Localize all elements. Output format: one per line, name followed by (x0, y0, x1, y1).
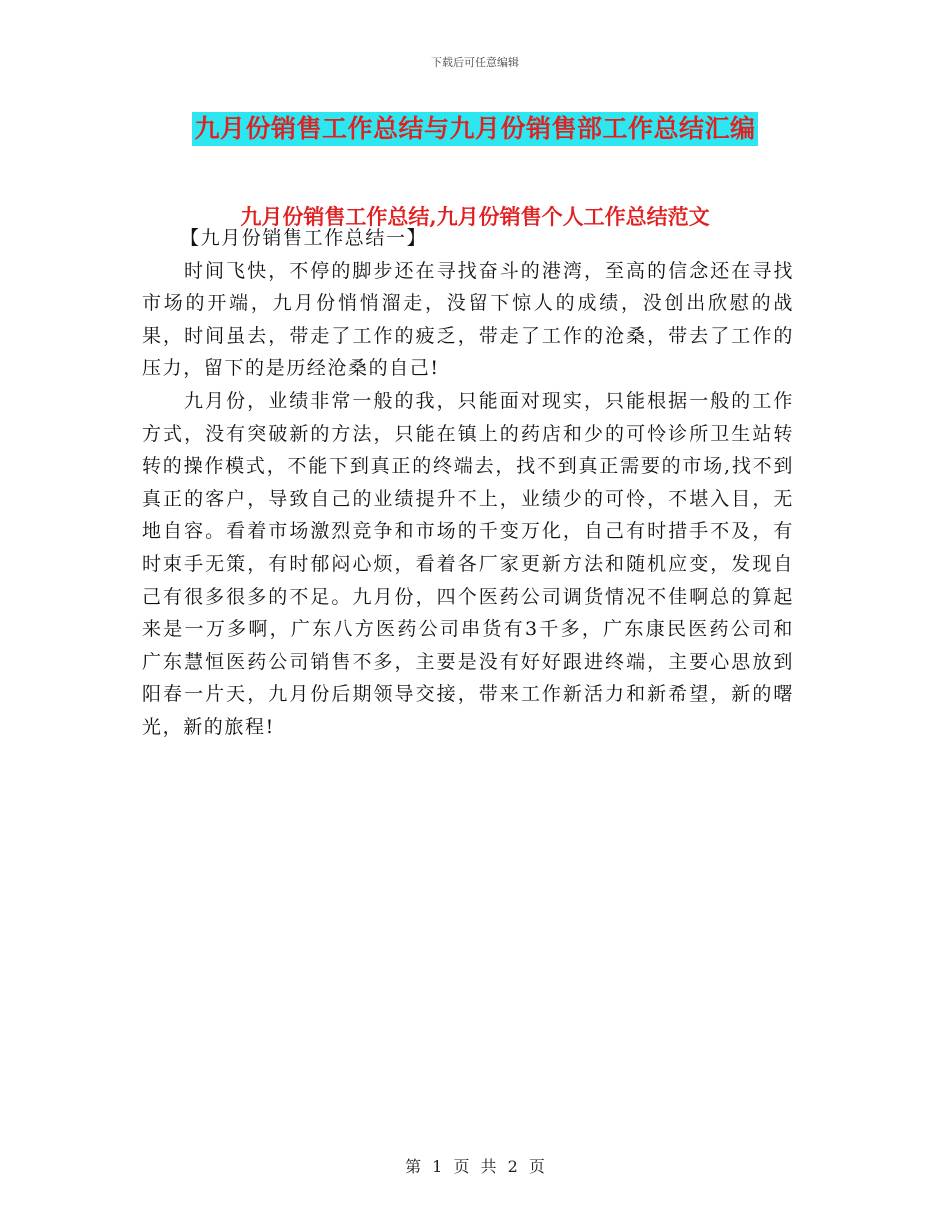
paragraph-1: 时间飞快，不停的脚步还在寻找奋斗的港湾，至高的信念还在寻找市场的开端，九月份悄悄溜走，没留下惊人的成绩，没创出欣慰的战果，时间虽去，带走了工作的疲乏，带走了工作的沧桑，带去了工作的压力，留下的是历经沧桑的自己! (142, 259, 794, 380)
download-note: 下载后可任意编辑 (431, 56, 519, 69)
page-number: 第 1 页 共 2 页 (405, 1157, 545, 1176)
document-body (142, 222, 794, 744)
section-heading: 【九月份销售工作总结一】 (180, 227, 428, 249)
main-title-container (0, 112, 950, 146)
paragraph-2: 九月份，业绩非常一般的我，只能面对现实，只能根据一般的工作方式，没有突破新的方法，只能在镇上的药店和少的可怜诊所卫生站转转的操作模式，不能下到真正的终端去，找不到真正需要的市场,找不到真正的客户，导致自己的业绩提升不上，业绩少的可怜，不堪入目，无地自容。看着市场激烈竞争和市场的千变万化，自己有时措手不及，有时束手无策，有时郁闷心烦，看着各厂家更新方法和随机应变，发现自己有很多很多的不足。九月份，四个医药公司调货情况不佳啊总的算起来是一万多啊，广东八方医药公司串货有3千多，广东康民医药公司和广东慧恒医药公司销售不多，主要是没有好好跟进终端，主要心思放到阳春一片天，九月份后期领导交接，带来工作新活力和新希望，新的曙光，新的旅程! (142, 389, 794, 738)
sub-title: 九月份销售工作总结,九月份销售个人工作总结范文 (240, 204, 710, 229)
main-title: 九月份销售工作总结与九月份销售部工作总结汇编 (192, 112, 757, 146)
